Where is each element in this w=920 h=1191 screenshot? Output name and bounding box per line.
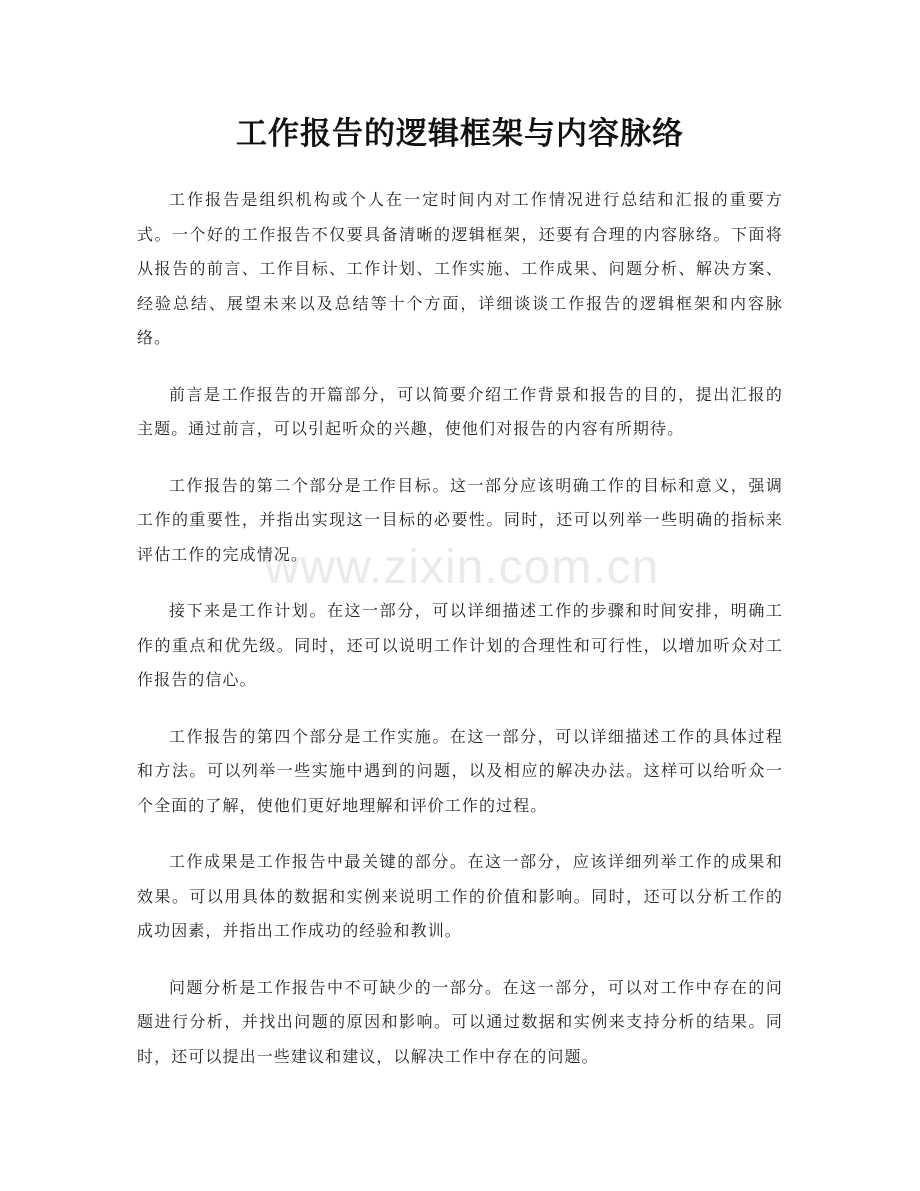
paragraph-plan: 接下来是工作计划。在这一部分，可以详细描述工作的步骤和时间安排，明确工作的重点和优先级。同时，还可以说明工作计划的合理性和可行性，以增加听众对工作报告的信心。 <box>137 601 783 689</box>
paragraph-problem-analysis: 问题分析是工作报告中不可缺少的一部分。在这一部分，可以对工作中存在的问题进行分析，并找出问题的原因和影响。可以通过数据和实例来支持分析的结果。同时，还可以提出一些建议和建议，以解决工作中存在的问题。 <box>137 977 783 1066</box>
document-title: 工作报告的逻辑框架与内容脉络 <box>236 116 684 152</box>
paragraph-goals: 工作报告的第二个部分是工作目标。这一部分应该明确工作的目标和意义，强调工作的重要性，并指出实现这一目标的必要性。同时，还可以列举一些明确的指标来评估工作的完成情况。 <box>137 475 783 564</box>
paragraph-implementation: 工作报告的第四个部分是工作实施。在这一部分，可以详细描述工作的具体过程和方法。可以列举一些实施中遇到的问题，以及相应的解决办法。这样可以给听众一个全面的了解，使他们更好地理解和评价工作的过程。 <box>137 726 783 815</box>
paragraph-preface: 前言是工作报告的开篇部分，可以简要介绍工作背景和报告的目的，提出汇报的主题。通过前言，可以引起听众的兴趣，使他们对报告的内容有所期待。 <box>137 384 783 438</box>
paragraph-intro: 工作报告是组织机构或个人在一定时间内对工作情况进行总结和汇报的重要方式。一个好的工作报告不仅要具备清晰的逻辑框架，还要有合理的内容脉络。下面将从报告的前言、工作目标、工作计划、工作实施、工作成果、问题分析、解决方案、经验总结、展望未来以及总结等十个方面，详细谈谈工作报告的逻辑框架和内容脉络。 <box>137 190 783 347</box>
watermark: www.zixin.com.cn <box>264 541 660 594</box>
paragraph-results: 工作成果是工作报告中最关键的部分。在这一部分，应该详细列举工作的成果和效果。可以用具体的数据和实例来说明工作的价值和影响。同时，还可以分析工作的成功因素，并指出工作成功的经验和教训。 <box>137 852 783 940</box>
document-body <box>137 183 783 1096</box>
